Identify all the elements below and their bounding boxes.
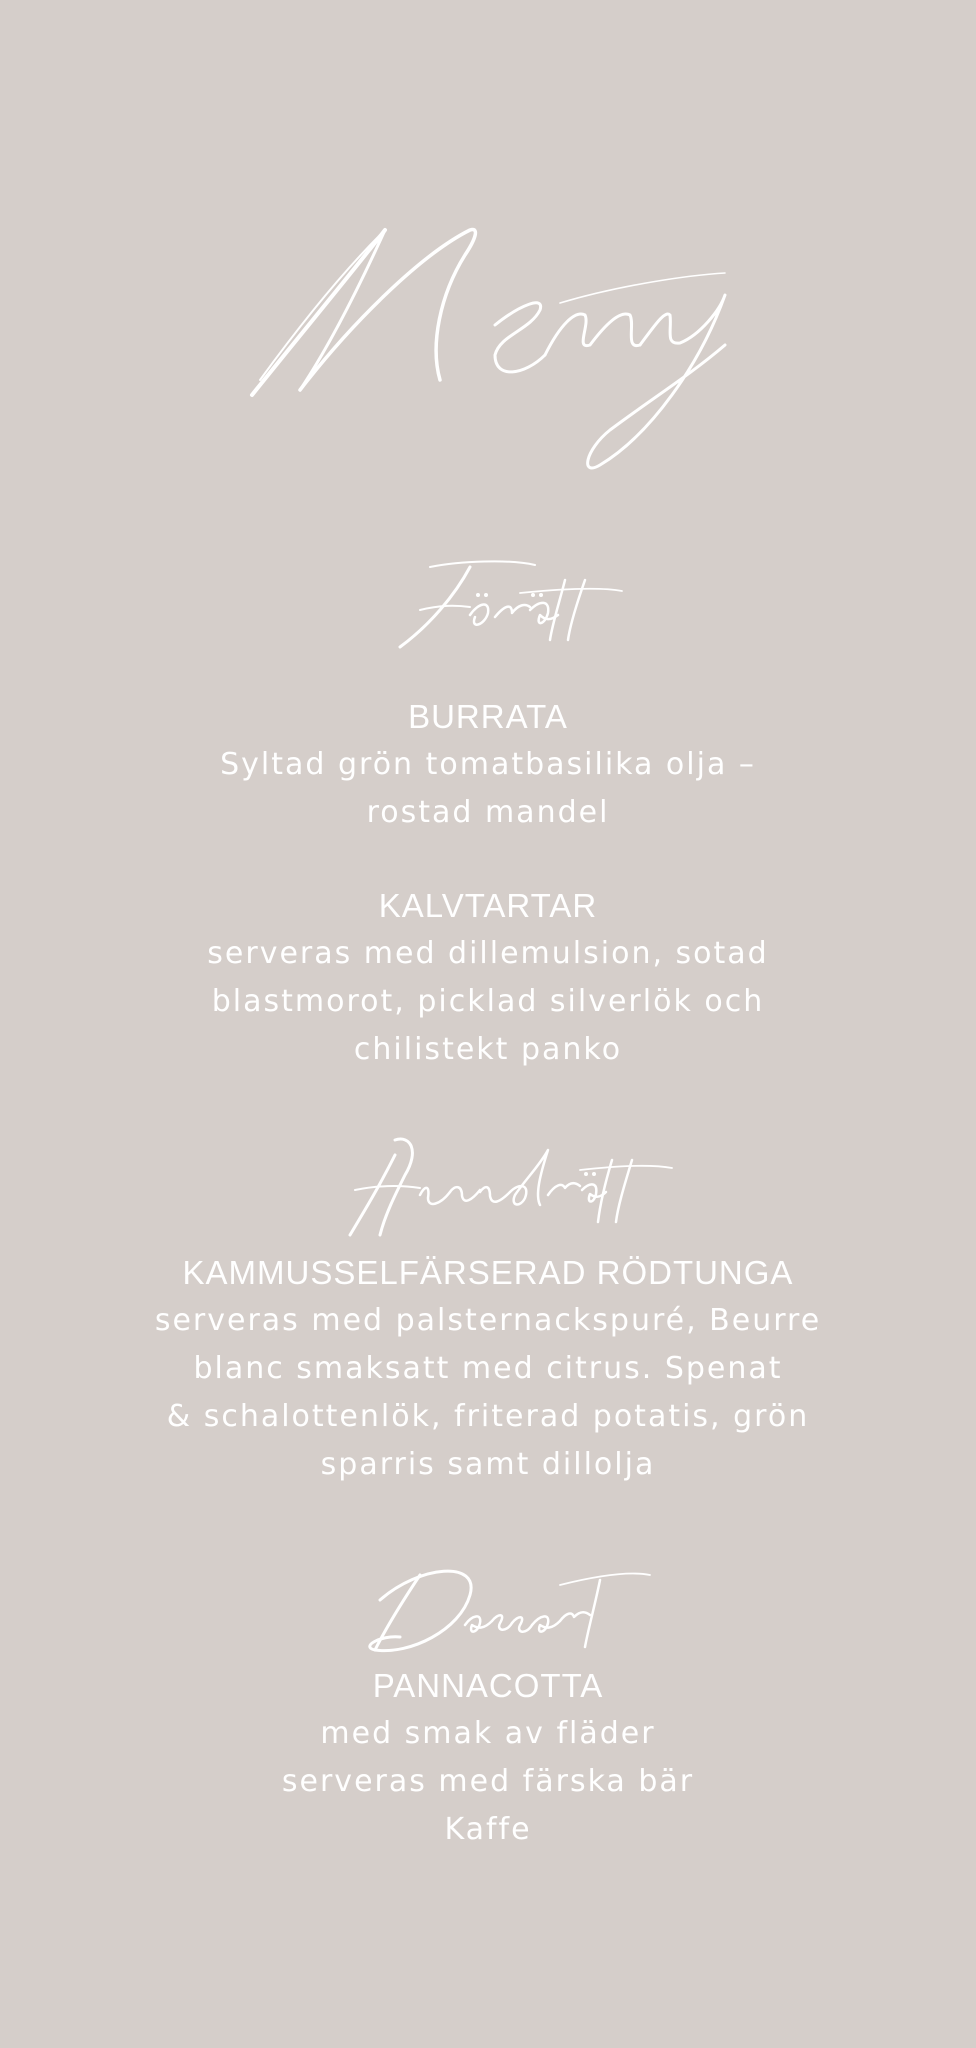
section-heading-starters [0, 555, 976, 665]
dish-description: Syltad grön tomatbasilika olja – rostad mandel [220, 747, 756, 830]
dish-description: serveras med dillemulsion, sotad blastmorot, picklad silverlök och chilistekt panko [207, 936, 769, 1067]
dish-burrata [0, 693, 976, 837]
dish-description: med smak av fläder serveras med färska bär Kaffe [281, 1716, 695, 1847]
dish-pannacotta [0, 1662, 976, 1854]
dish-rodtunga [0, 1249, 976, 1489]
dish-description: serveras med palsternackspuré, Beurre blanc smaksatt med citrus. Spenat & schalottenlök, friterad potatis, grön sparris samt dillolja [154, 1303, 822, 1482]
section-heading-starters-text [0, 555, 976, 556]
menu-title [0, 215, 976, 485]
section-heading-dessert-text [0, 1555, 976, 1556]
section-heading-starters-script [0, 555, 976, 665]
section-heading-dessert [0, 1555, 976, 1660]
section-heading-main-course-script [0, 1130, 976, 1245]
dish-name: KAMMUSSELFÄRSERAD RÖDTUNGA [182, 1254, 794, 1291]
dish-kalvtartar [0, 882, 976, 1074]
dish-name: BURRATA [408, 698, 568, 735]
dish-name: KALVTARTAR [378, 887, 598, 924]
section-heading-main-course [0, 1130, 976, 1245]
menu-title-text [0, 215, 976, 216]
section-heading-main-course-text [0, 1130, 976, 1131]
menu-title-script [0, 215, 976, 485]
section-heading-dessert-script [0, 1555, 976, 1660]
dish-name: PANNACOTTA [372, 1667, 604, 1704]
